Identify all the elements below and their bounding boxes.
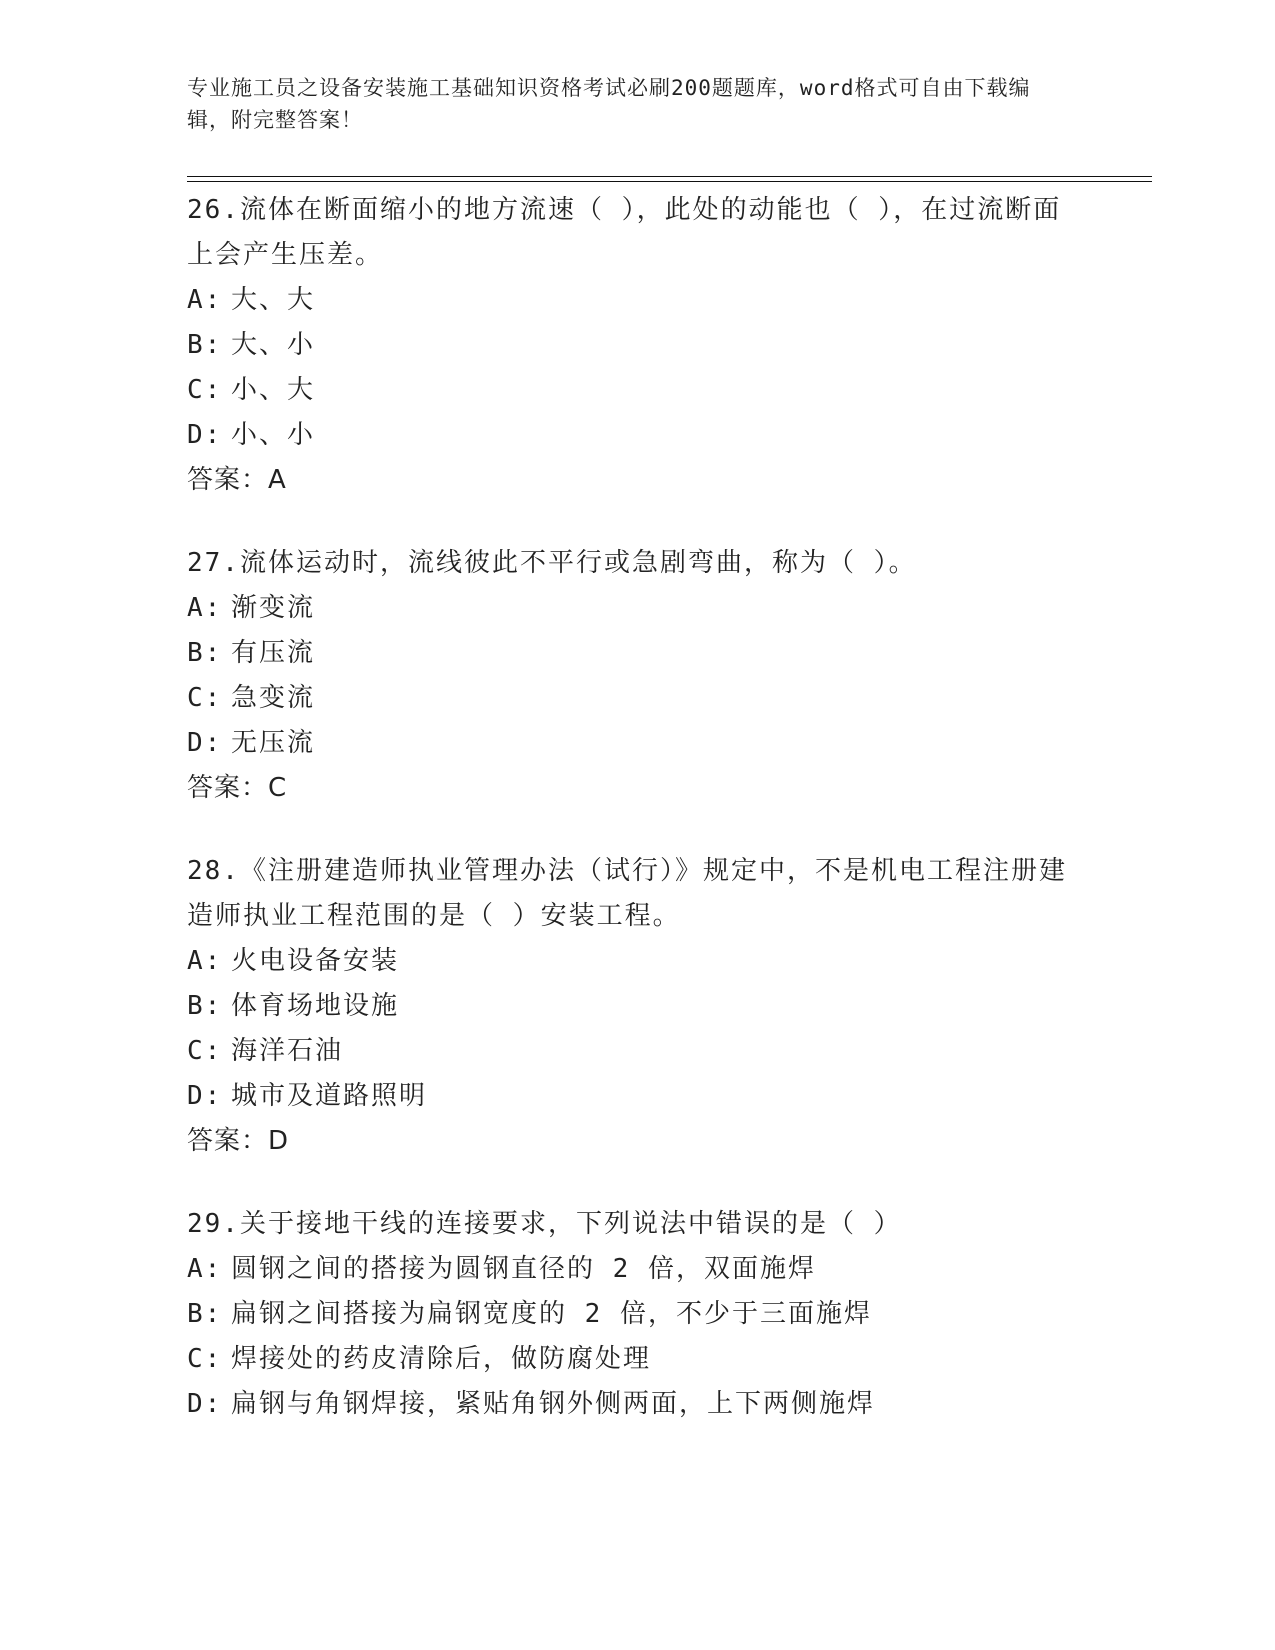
option-b bbox=[187, 984, 1087, 1029]
option-letter: B: bbox=[187, 1299, 223, 1329]
option-a bbox=[187, 939, 1087, 984]
question-26 bbox=[187, 188, 1087, 503]
option-text: 扁钢与角钢焊接，紧贴角钢外侧两面，上下两侧施焊 bbox=[231, 1389, 876, 1419]
option-letter: D: bbox=[187, 1081, 223, 1111]
option-text: 海洋石油 bbox=[231, 1036, 344, 1066]
option-letter: A: bbox=[187, 285, 223, 315]
option-text: 扁钢之间搭接为扁钢宽度的 2 倍，不少于三面施焊 bbox=[231, 1299, 872, 1329]
option-letter: C: bbox=[187, 375, 223, 405]
option-text: 大、大 bbox=[231, 285, 316, 315]
option-letter: B: bbox=[187, 991, 223, 1021]
option-letter: D: bbox=[187, 728, 223, 758]
question-stem: 28.《注册建造师执业管理办法（试行）》规定中，不是机电工程注册建造师执业工程范围的是（ ）安装工程。 bbox=[187, 856, 1067, 931]
option-a bbox=[187, 278, 1087, 323]
question-27 bbox=[187, 541, 1087, 811]
option-text: 无压流 bbox=[231, 728, 316, 758]
option-letter: A: bbox=[187, 946, 223, 976]
option-text: 大、小 bbox=[231, 330, 316, 360]
option-letter: A: bbox=[187, 1254, 223, 1284]
question-29 bbox=[187, 1202, 1087, 1427]
option-letter: D: bbox=[187, 420, 223, 450]
option-text: 圆钢之间的搭接为圆钢直径的 2 倍，双面施焊 bbox=[231, 1254, 816, 1284]
option-d bbox=[187, 1382, 1087, 1427]
question-stem: 27.流体运动时，流线彼此不平行或急剧弯曲，称为（ ）。 bbox=[187, 548, 917, 578]
question-stem: 26.流体在断面缩小的地方流速（ ），此处的动能也（ ），在过流断面上会产生压差。 bbox=[187, 195, 1062, 270]
option-c bbox=[187, 368, 1087, 413]
header-divider-top bbox=[187, 176, 1152, 177]
option-d bbox=[187, 413, 1087, 458]
question-28 bbox=[187, 849, 1087, 1164]
option-b bbox=[187, 323, 1087, 368]
option-text: 急变流 bbox=[231, 683, 316, 713]
option-letter: B: bbox=[187, 638, 223, 668]
answer-line: 答案：D bbox=[187, 1126, 290, 1156]
option-letter: C: bbox=[187, 1344, 223, 1374]
question-stem: 29.关于接地干线的连接要求，下列说法中错误的是（ ） bbox=[187, 1209, 902, 1239]
option-c bbox=[187, 676, 1087, 721]
option-text: 小、小 bbox=[231, 420, 316, 450]
option-a bbox=[187, 1247, 1087, 1292]
question-list bbox=[187, 188, 1087, 1465]
document-header: 专业施工员之设备安装施工基础知识资格考试必刷200题题库，word格式可自由下载编辑，附完整答案！ bbox=[187, 76, 1031, 132]
option-c bbox=[187, 1337, 1087, 1382]
option-text: 体育场地设施 bbox=[231, 991, 400, 1021]
option-letter: C: bbox=[187, 1036, 223, 1066]
option-text: 有压流 bbox=[231, 638, 316, 668]
answer-line: 答案：A bbox=[187, 465, 287, 495]
option-b bbox=[187, 631, 1087, 676]
option-letter: A: bbox=[187, 593, 223, 623]
header-divider-bottom bbox=[187, 181, 1152, 182]
option-c bbox=[187, 1029, 1087, 1074]
option-b bbox=[187, 1292, 1087, 1337]
answer-line: 答案：C bbox=[187, 773, 288, 803]
option-d bbox=[187, 721, 1087, 766]
option-d bbox=[187, 1074, 1087, 1119]
option-letter: B: bbox=[187, 330, 223, 360]
option-letter: D: bbox=[187, 1389, 223, 1419]
option-letter: C: bbox=[187, 683, 223, 713]
option-text: 渐变流 bbox=[231, 593, 316, 623]
option-text: 小、大 bbox=[231, 375, 316, 405]
option-text: 城市及道路照明 bbox=[231, 1081, 428, 1111]
option-text: 火电设备安装 bbox=[231, 946, 400, 976]
option-a bbox=[187, 586, 1087, 631]
option-text: 焊接处的药皮清除后，做防腐处理 bbox=[231, 1344, 652, 1374]
